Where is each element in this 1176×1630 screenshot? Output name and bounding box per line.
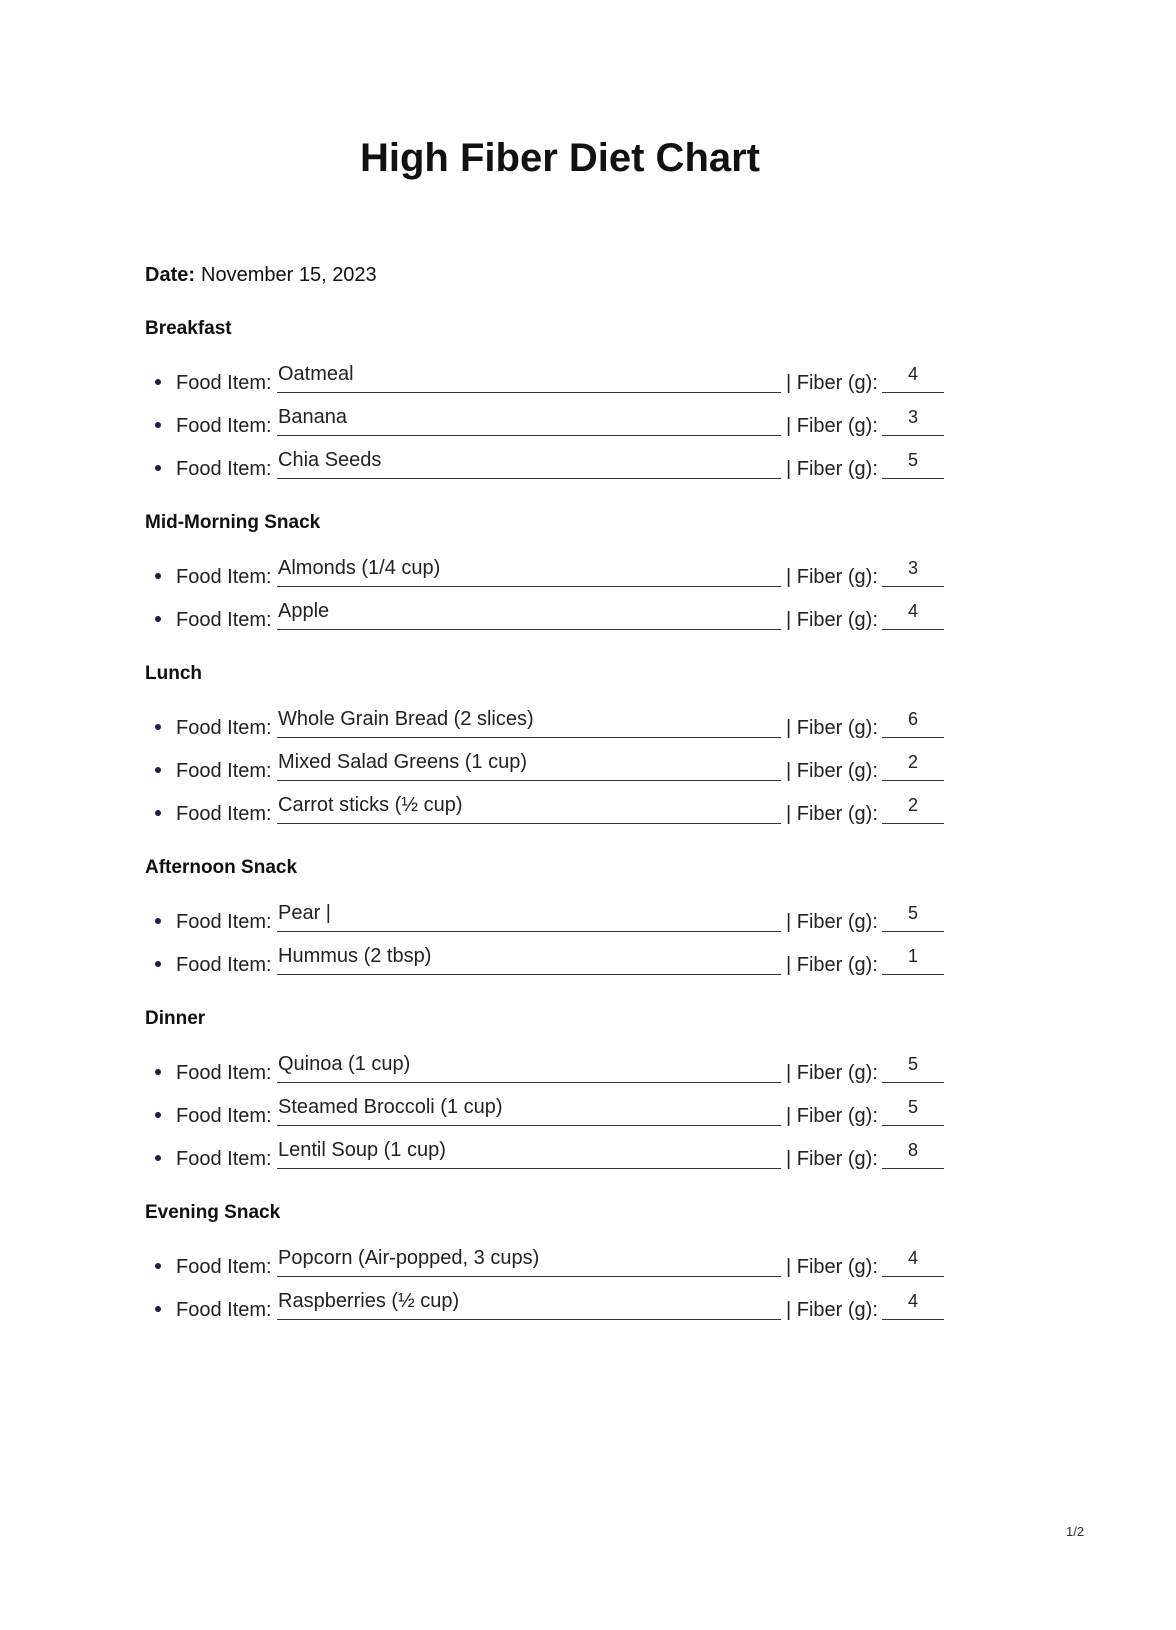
fiber-field[interactable]	[882, 1098, 944, 1126]
fiber-value: 5	[907, 902, 918, 923]
bullet-icon	[155, 1069, 161, 1075]
section-title: Dinner	[145, 1008, 206, 1029]
food-item-label: Food Item:	[176, 1255, 272, 1278]
bullet-icon	[155, 616, 161, 622]
food-row	[145, 555, 965, 598]
fiber-field[interactable]	[882, 904, 944, 932]
fiber-label: | Fiber (g):	[786, 1147, 878, 1170]
food-item-value: Banana	[278, 405, 347, 428]
food-item-value: Steamed Broccoli (1 cup)	[278, 1095, 503, 1118]
fiber-field[interactable]	[882, 947, 944, 975]
food-row	[145, 1094, 965, 1137]
meal-sections	[145, 314, 965, 1349]
fiber-field[interactable]	[882, 1055, 944, 1083]
food-row	[145, 792, 965, 835]
meal-section	[145, 1004, 965, 1180]
bullet-icon	[155, 1112, 161, 1118]
fiber-label: | Fiber (g):	[786, 1255, 878, 1278]
food-item-field[interactable]	[277, 448, 781, 479]
food-list	[145, 361, 965, 490]
fiber-field[interactable]	[882, 1292, 944, 1320]
food-item-value: Lentil Soup (1 cup)	[278, 1138, 446, 1161]
section-title: Lunch	[145, 663, 202, 684]
food-item-label: Food Item:	[176, 608, 272, 631]
food-row	[145, 1051, 965, 1094]
food-item-label: Food Item:	[176, 1147, 272, 1170]
page-number: 1/2	[1066, 1524, 1085, 1539]
fiber-value: 8	[907, 1139, 918, 1160]
food-row	[145, 706, 965, 749]
fiber-field[interactable]	[882, 710, 944, 738]
fiber-label: | Fiber (g):	[786, 716, 878, 739]
fiber-label: | Fiber (g):	[786, 608, 878, 631]
food-row	[145, 1137, 965, 1180]
bullet-icon	[155, 422, 161, 428]
section-title: Afternoon Snack	[145, 857, 298, 878]
food-item-value: Chia Seeds	[278, 448, 382, 471]
food-item-field[interactable]	[277, 1095, 781, 1126]
food-item-field[interactable]	[277, 1052, 781, 1083]
food-item-field[interactable]	[277, 405, 781, 436]
fiber-value: 5	[907, 1053, 918, 1074]
food-item-value: Quinoa (1 cup)	[278, 1052, 411, 1075]
fiber-value: 4	[907, 363, 918, 384]
food-item-field[interactable]	[277, 556, 781, 587]
food-item-value: Oatmeal	[278, 362, 354, 385]
fiber-label: | Fiber (g):	[786, 565, 878, 588]
food-item-label: Food Item:	[176, 910, 272, 933]
food-item-value: Popcorn (Air-popped, 3 cups)	[278, 1246, 540, 1269]
bullet-icon	[155, 465, 161, 471]
food-item-label: Food Item:	[176, 1298, 272, 1321]
food-item-field[interactable]	[277, 944, 781, 975]
food-item-value: Whole Grain Bread (2 slices)	[278, 707, 534, 730]
food-row	[145, 404, 965, 447]
fiber-label: | Fiber (g):	[786, 953, 878, 976]
fiber-label: | Fiber (g):	[786, 759, 878, 782]
food-item-field[interactable]	[277, 1138, 781, 1169]
fiber-label: | Fiber (g):	[786, 371, 878, 394]
fiber-value: 3	[907, 557, 918, 578]
bullet-icon	[155, 379, 161, 385]
bullet-icon	[155, 724, 161, 730]
fiber-value: 5	[907, 1096, 918, 1117]
food-row	[145, 900, 965, 943]
fiber-label: | Fiber (g):	[786, 1104, 878, 1127]
fiber-field[interactable]	[882, 1249, 944, 1277]
date-line	[145, 264, 377, 287]
food-item-value: Carrot sticks (½ cup)	[278, 793, 463, 816]
fiber-field[interactable]	[882, 559, 944, 587]
date-value: November 15, 2023	[201, 264, 377, 286]
bullet-icon	[155, 810, 161, 816]
food-list	[145, 706, 965, 835]
food-item-label: Food Item:	[176, 565, 272, 588]
meal-section	[145, 314, 965, 490]
meal-section	[145, 659, 965, 835]
food-list	[145, 1051, 965, 1180]
bullet-icon	[155, 918, 161, 924]
fiber-field[interactable]	[882, 602, 944, 630]
fiber-value: 5	[907, 449, 918, 470]
fiber-field[interactable]	[882, 451, 944, 479]
food-row	[145, 749, 965, 792]
food-item-value: Mixed Salad Greens (1 cup)	[278, 750, 528, 773]
meal-section	[145, 508, 965, 641]
food-item-label: Food Item:	[176, 802, 272, 825]
bullet-icon	[155, 1306, 161, 1312]
fiber-label: | Fiber (g):	[786, 910, 878, 933]
food-item-label: Food Item:	[176, 716, 272, 739]
bullet-icon	[155, 1155, 161, 1161]
food-item-value: Almonds (1/4 cup)	[278, 556, 441, 579]
food-list	[145, 555, 965, 641]
food-item-field[interactable]	[277, 1246, 781, 1277]
fiber-value: 3	[907, 406, 918, 427]
food-row	[145, 361, 965, 404]
fiber-value: 1	[907, 945, 918, 966]
page-title: High Fiber Diet Chart	[359, 136, 761, 180]
fiber-value: 6	[907, 708, 918, 729]
food-row	[145, 598, 965, 641]
food-item-label: Food Item:	[176, 414, 272, 437]
fiber-label: | Fiber (g):	[786, 802, 878, 825]
food-row	[145, 943, 965, 986]
food-item-value: Raspberries (½ cup)	[278, 1289, 460, 1312]
fiber-field[interactable]	[882, 796, 944, 824]
food-item-label: Food Item:	[176, 953, 272, 976]
bullet-icon	[155, 573, 161, 579]
food-item-field[interactable]	[277, 362, 781, 393]
food-item-field[interactable]	[277, 750, 781, 781]
food-item-value: Apple	[278, 599, 330, 622]
meal-section	[145, 853, 965, 986]
fiber-label: | Fiber (g):	[786, 1298, 878, 1321]
food-item-value: Hummus (2 tbsp)	[278, 944, 432, 967]
bullet-icon	[155, 767, 161, 773]
food-row	[145, 1245, 965, 1288]
food-list	[145, 900, 965, 986]
food-item-field[interactable]	[277, 707, 781, 738]
food-list	[145, 1245, 965, 1331]
fiber-label: | Fiber (g):	[786, 414, 878, 437]
food-row	[145, 447, 965, 490]
food-item-field[interactable]	[277, 901, 781, 932]
food-item-label: Food Item:	[176, 457, 272, 480]
section-title: Evening Snack	[145, 1202, 281, 1223]
fiber-value: 4	[907, 1290, 918, 1311]
fiber-value: 2	[907, 794, 918, 815]
food-item-field[interactable]	[277, 793, 781, 824]
fiber-field[interactable]	[882, 753, 944, 781]
bullet-icon	[155, 1263, 161, 1269]
food-item-field[interactable]	[277, 1289, 781, 1320]
meal-section	[145, 1198, 965, 1331]
fiber-value: 4	[907, 600, 918, 621]
food-item-label: Food Item:	[176, 1104, 272, 1127]
food-item-label: Food Item:	[176, 371, 272, 394]
fiber-value: 2	[907, 751, 918, 772]
food-row	[145, 1288, 965, 1331]
food-item-field[interactable]	[277, 599, 781, 630]
food-item-label: Food Item:	[176, 759, 272, 782]
fiber-field[interactable]	[882, 408, 944, 436]
fiber-field[interactable]	[882, 365, 944, 393]
bullet-icon	[155, 961, 161, 967]
section-title: Breakfast	[145, 318, 232, 339]
fiber-label: | Fiber (g):	[786, 457, 878, 480]
fiber-field[interactable]	[882, 1141, 944, 1169]
section-title: Mid-Morning Snack	[145, 512, 321, 533]
food-item-value: Pear |	[278, 901, 331, 924]
fiber-value: 4	[907, 1247, 918, 1268]
food-item-label: Food Item:	[176, 1061, 272, 1084]
fiber-label: | Fiber (g):	[786, 1061, 878, 1084]
date-label: Date:	[145, 264, 196, 286]
